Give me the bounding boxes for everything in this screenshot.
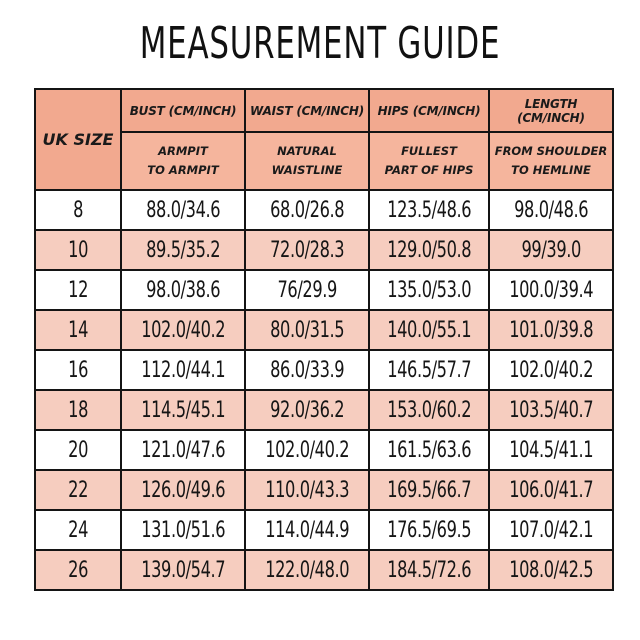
hips-cell-value: 123.5/48.6	[387, 197, 471, 223]
uk-size-cell	[35, 310, 121, 350]
length-cell-value: 103.5/40.7	[509, 397, 593, 423]
uk-size-cell-value: 8	[73, 197, 83, 223]
bust-cell	[121, 430, 245, 470]
bust-subheader	[121, 132, 245, 190]
bust-cell-value: 114.5/45.1	[141, 397, 225, 423]
hips-cell	[369, 550, 489, 590]
uk-size-cell-value: 14	[68, 317, 88, 343]
bust-cell	[121, 310, 245, 350]
bust-cell-value: 88.0/34.6	[145, 197, 221, 223]
hips-cell	[369, 310, 489, 350]
length-subheader	[489, 132, 613, 190]
hips-cell-value: 176.5/69.5	[387, 517, 471, 543]
bust-cell	[121, 550, 245, 590]
uk-size-cell-value: 18	[68, 397, 88, 423]
length-cell	[489, 310, 613, 350]
hips-cell	[369, 470, 489, 510]
waist-cell	[245, 390, 369, 430]
table-row	[35, 550, 613, 590]
measurement-table	[34, 88, 614, 591]
length-cell	[489, 510, 613, 550]
bust-cell	[121, 510, 245, 550]
bust-cell-value: 89.5/35.2	[145, 237, 221, 263]
waist-subheader-line2: WAISTLINE	[271, 163, 343, 177]
uk-size-cell	[35, 470, 121, 510]
length-cell-value: 102.0/40.2	[509, 357, 593, 383]
table-row	[35, 470, 613, 510]
uk-size-cell	[35, 350, 121, 390]
length-cell-value: 107.0/42.1	[509, 517, 593, 543]
waist-cell	[245, 190, 369, 230]
bust-subheader-line1: ARMPIT	[158, 144, 208, 158]
uk-size-cell	[35, 550, 121, 590]
hips-cell-value: 129.0/50.8	[387, 237, 471, 263]
uk-size-cell	[35, 270, 121, 310]
bust-header: BUST (CM/INCH)	[121, 89, 245, 132]
length-subheader-line1: FROM SHOULDER	[494, 144, 608, 158]
waist-cell-value: 68.0/26.8	[269, 197, 345, 223]
hips-cell-value: 161.5/63.6	[387, 437, 471, 463]
bust-cell-value: 131.0/51.6	[141, 517, 225, 543]
length-cell	[489, 470, 613, 510]
hips-subheader-line1: FULLEST	[401, 144, 457, 158]
bust-cell	[121, 470, 245, 510]
uk-size-header: UK SIZE	[35, 89, 121, 190]
waist-cell	[245, 350, 369, 390]
uk-size-cell-value: 22	[68, 477, 88, 503]
length-cell	[489, 430, 613, 470]
waist-cell-value: 76/29.9	[277, 277, 337, 303]
table-row	[35, 510, 613, 550]
waist-cell	[245, 550, 369, 590]
waist-header: WAIST (CM/INCH)	[245, 89, 369, 132]
uk-size-cell-value: 26	[68, 557, 88, 583]
waist-cell-value: 72.0/28.3	[269, 237, 345, 263]
length-cell-value: 101.0/39.8	[509, 317, 593, 343]
bust-cell-value: 139.0/54.7	[141, 557, 225, 583]
uk-size-cell-value: 20	[68, 437, 88, 463]
length-cell	[489, 230, 613, 270]
length-cell-value: 99/39.0	[521, 237, 581, 263]
hips-cell-value: 146.5/57.7	[387, 357, 471, 383]
hips-cell	[369, 350, 489, 390]
hips-cell	[369, 510, 489, 550]
waist-cell-value: 110.0/43.3	[265, 477, 349, 503]
waist-cell-value: 80.0/31.5	[269, 317, 345, 343]
waist-cell-value: 122.0/48.0	[265, 557, 349, 583]
waist-cell-value: 102.0/40.2	[265, 437, 349, 463]
waist-cell	[245, 470, 369, 510]
page-title: MEASUREMENT GUIDE	[139, 18, 501, 69]
length-cell	[489, 550, 613, 590]
waist-subheader-line1: NATURAL	[277, 144, 337, 158]
uk-size-cell	[35, 190, 121, 230]
table-row	[35, 310, 613, 350]
length-cell	[489, 390, 613, 430]
uk-size-cell-value: 10	[68, 237, 88, 263]
length-cell-value: 104.5/41.1	[509, 437, 593, 463]
length-cell	[489, 190, 613, 230]
hips-cell	[369, 270, 489, 310]
hips-cell	[369, 430, 489, 470]
bust-cell-value: 102.0/40.2	[141, 317, 225, 343]
bust-cell-value: 98.0/38.6	[145, 277, 221, 303]
table-body	[35, 190, 613, 590]
waist-cell	[245, 230, 369, 270]
hips-cell	[369, 390, 489, 430]
table-row	[35, 350, 613, 390]
bust-cell	[121, 190, 245, 230]
bust-cell	[121, 390, 245, 430]
bust-cell-value: 112.0/44.1	[141, 357, 225, 383]
hips-cell-value: 140.0/55.1	[387, 317, 471, 343]
bust-cell	[121, 350, 245, 390]
uk-size-cell	[35, 510, 121, 550]
waist-cell-value: 92.0/36.2	[269, 397, 345, 423]
bust-cell-value: 121.0/47.6	[141, 437, 225, 463]
hips-cell-value: 184.5/72.6	[387, 557, 471, 583]
table-row	[35, 270, 613, 310]
waist-cell-value: 114.0/44.9	[265, 517, 349, 543]
length-cell-value: 98.0/48.6	[513, 197, 589, 223]
length-cell	[489, 350, 613, 390]
length-cell	[489, 270, 613, 310]
hips-subheader	[369, 132, 489, 190]
table-row	[35, 430, 613, 470]
length-cell-value: 108.0/42.5	[509, 557, 593, 583]
waist-subheader	[245, 132, 369, 190]
length-subheader-line2: TO HEMLINE	[511, 163, 591, 177]
waist-cell	[245, 310, 369, 350]
length-cell-value: 106.0/41.7	[509, 477, 593, 503]
waist-cell	[245, 510, 369, 550]
waist-cell	[245, 430, 369, 470]
bust-cell	[121, 230, 245, 270]
bust-cell	[121, 270, 245, 310]
hips-subheader-line2: PART OF HIPS	[384, 163, 474, 177]
hips-cell-value: 135.0/53.0	[387, 277, 471, 303]
uk-size-cell-value: 24	[68, 517, 88, 543]
hips-cell-value: 169.5/66.7	[387, 477, 471, 503]
hips-cell	[369, 190, 489, 230]
hips-cell	[369, 230, 489, 270]
uk-size-cell	[35, 390, 121, 430]
uk-size-cell-value: 12	[68, 277, 88, 303]
hips-header: HIPS (CM/INCH)	[369, 89, 489, 132]
bust-cell-value: 126.0/49.6	[141, 477, 225, 503]
waist-cell-value: 86.0/33.9	[269, 357, 345, 383]
uk-size-cell	[35, 430, 121, 470]
table-row	[35, 230, 613, 270]
bust-subheader-line2: TO ARMPIT	[147, 163, 219, 177]
uk-size-cell-value: 16	[68, 357, 88, 383]
uk-size-cell	[35, 230, 121, 270]
hips-cell-value: 153.0/60.2	[387, 397, 471, 423]
waist-cell	[245, 270, 369, 310]
length-header: LENGTH (CM/INCH)	[489, 89, 613, 132]
length-cell-value: 100.0/39.4	[509, 277, 593, 303]
table-row	[35, 390, 613, 430]
table-row	[35, 190, 613, 230]
